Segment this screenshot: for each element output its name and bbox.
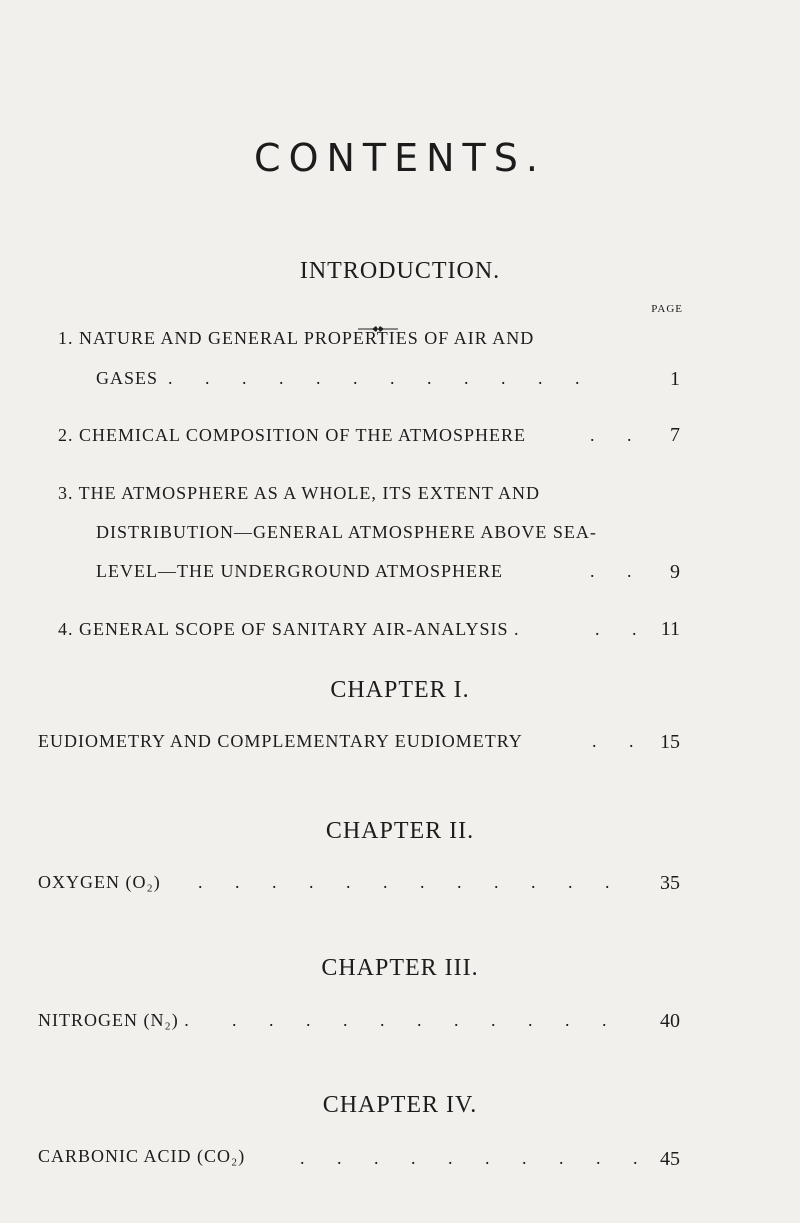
toc-entry-line: 4. GENERAL SCOPE OF SANITARY AIR-ANALYSIS . [58, 619, 520, 639]
page-number: 40 [660, 1010, 680, 1032]
dot-leader: . . . . . . . . . . . . [198, 872, 624, 892]
page-column-label: PAGE [651, 303, 683, 315]
page-number: 15 [660, 731, 680, 753]
toc-entry-line: DISTRIBUTION—GENERAL ATMOSPHERE ABOVE SEA- [96, 522, 597, 542]
chapter-heading: CHAPTER I. [330, 677, 470, 703]
dot-leader: . . [590, 425, 646, 445]
page-number: 1 [670, 368, 680, 390]
dot-leader: . . . . . . . . . . [300, 1148, 652, 1168]
toc-entry-line: GASES [96, 368, 159, 388]
dot-leader: . . . . . . . . . . . [232, 1010, 621, 1030]
chapter-heading: CHAPTER II. [325, 818, 475, 844]
toc-entry-line: NITROGEN (N₂) . [38, 1010, 190, 1030]
toc-entry-line: CARBONIC ACID (CO₂) [38, 1146, 246, 1166]
toc-entry-line: EUDIOMETRY AND COMPLEMENTARY EUDIOMETRY [38, 731, 523, 751]
page-number: 7 [670, 424, 680, 446]
page-number: 9 [670, 561, 680, 583]
toc-entry-line: OXYGEN (O₂) [38, 872, 161, 892]
dot-leader: . . [592, 731, 648, 751]
dot-leader: . . [595, 619, 651, 639]
toc-entry-line: LEVEL—THE UNDERGROUND ATMOSPHERE [96, 561, 503, 581]
chapter-heading: CHAPTER III. [321, 955, 479, 981]
dot-leader: . . . . . . . . . . . . [168, 368, 594, 388]
toc-entry-line: 1. NATURE AND GENERAL PROPERTIES OF AIR AND [58, 328, 535, 348]
page-number: 11 [660, 618, 680, 640]
page-title: CONTENTS. [254, 136, 546, 180]
page-number: 45 [660, 1148, 680, 1170]
toc-entry-line: 3. THE ATMOSPHERE AS A WHOLE, ITS EXTENT AND [58, 483, 541, 503]
chapter-heading: CHAPTER IV. [322, 1092, 478, 1118]
introduction-heading: INTRODUCTION. [299, 258, 501, 284]
toc-entry-line: 2. CHEMICAL COMPOSITION OF THE ATMOSPHERE [58, 425, 527, 445]
dot-leader: . . [590, 561, 646, 581]
page-number: 35 [660, 872, 680, 894]
